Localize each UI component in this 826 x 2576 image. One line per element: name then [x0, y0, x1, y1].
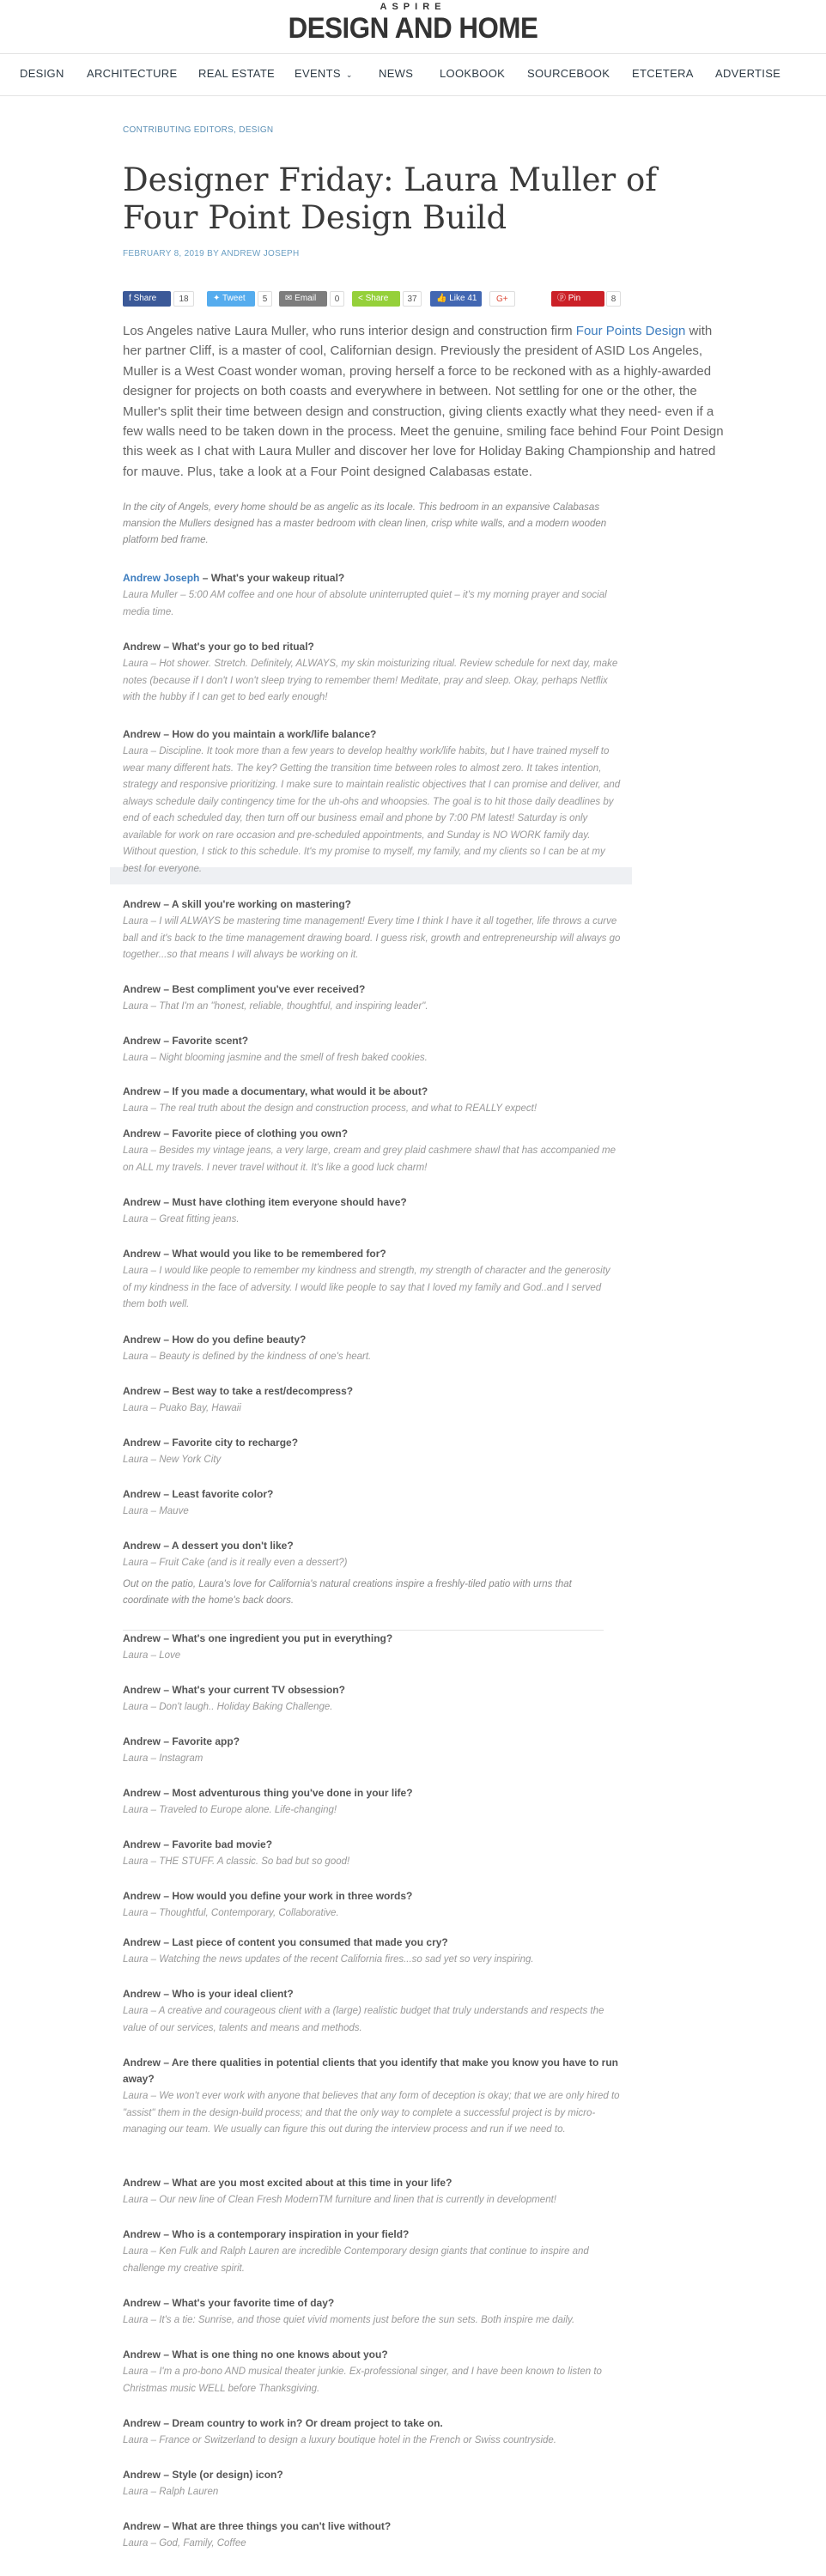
sharethis-button[interactable] — [352, 291, 400, 307]
qa-block — [123, 1246, 621, 1314]
nav-item-architecture[interactable]: ARCHITECTURE — [87, 67, 178, 80]
author-link[interactable]: Andrew Joseph — [123, 572, 200, 584]
qa-answer: Laura – Ken Fulk and Ralph Lauren are incredible Contemporary design giants that continue to inspire and challenge my creative spirit. — [123, 2246, 589, 2274]
qa-question: Andrew – What are you most excited about at this time in your life? — [123, 2177, 452, 2189]
nav-item-etcetera[interactable]: ETCETERA — [632, 67, 694, 80]
qa-answer: Laura – I would like people to remember my kindness and strength, my strength of character and the generosity of my kindness in the face of adversity. I would like people to say that I loved my family and God..and I served them both well. — [123, 1266, 610, 1309]
qa-question: Andrew – Dream country to work in? Or dream project to take on. — [123, 2417, 443, 2429]
qa-answer: Laura – The real truth about the design and construction process, and what to REALLY expect! — [123, 1103, 538, 1114]
qa-block — [123, 981, 621, 1016]
google-plus-button[interactable]: G+ — [489, 291, 515, 307]
qa-question: Andrew – What would you like to be remembered for? — [123, 1248, 386, 1260]
qa-answer: Laura – Thoughtful, Contemporary, Collaborative. — [123, 1908, 339, 1918]
intro-text-before: Los Angeles native Laura Muller, who runs interior design and construction firm — [123, 324, 576, 338]
qa-answer: Laura – THE STUFF. A classic. So bad but so good! — [123, 1856, 350, 1867]
qa-answer: Laura – Great fitting jeans. — [123, 1214, 240, 1224]
qa-question: Andrew – Favorite app? — [123, 1735, 240, 1747]
qa-answer: Laura – Puako Bay, Hawaii — [123, 1403, 241, 1413]
chevron-down-icon: ⌄ — [345, 70, 353, 79]
qa-question: Andrew – Favorite piece of clothing you own? — [123, 1127, 349, 1139]
logo-main-text: DESIGN AND HOME — [288, 12, 538, 45]
qa-answer: Laura – Our new line of Clean Fresh ModernTM furniture and linen that is currently in development! — [123, 2195, 556, 2205]
nav-item-real-estate[interactable]: REAL ESTATE — [198, 67, 276, 80]
four-points-design-link[interactable]: Four Points Design — [575, 324, 686, 338]
twitter-share-label: Tweet — [222, 294, 246, 303]
qa-question: Andrew – Best way to take a rest/decompress? — [123, 1385, 354, 1397]
qa-question: Andrew – Who is your ideal client? — [123, 1988, 294, 2000]
qa-question: Andrew – How do you define beauty? — [123, 1334, 307, 1346]
nav-item-advertise[interactable]: ADVERTISE — [715, 67, 781, 80]
qa-block — [123, 1837, 621, 1871]
qa-answer: Laura – God, Family, Coffee — [123, 2538, 246, 2549]
qa-question: Andrew – Favorite bad movie? — [123, 1838, 273, 1850]
twitter-share-count: 5 — [258, 291, 272, 307]
qa-question: Andrew – Must have clothing item everyone should have? — [123, 1196, 407, 1208]
qa-answer: Laura – I will ALWAYS be mastering time management! Every time I think I have it all together, life throws a curve ball and it's back to the time management drawing board. I guess risk, growth and entrepreneurship will always go together...so that means I will always be working on it. — [123, 916, 621, 960]
sharethis-label: Share — [365, 294, 389, 303]
qa-answer: Laura – A creative and courageous client with a (large) realistic budget that truly understands and respects the value of our services, talents and means and methods. — [123, 2006, 604, 2033]
qa-block — [123, 1194, 621, 1229]
envelope-icon: ✉ — [285, 294, 295, 303]
qa-question: Andrew – How would you define your work in three words? — [123, 1890, 413, 1902]
qa-block — [123, 639, 621, 707]
qa-block — [123, 1935, 621, 1969]
qa-block — [123, 1486, 621, 1521]
qa-question: Andrew – Favorite scent? — [123, 1035, 249, 1047]
qa-answer: Laura – That I'm an "honest, reliable, thoughtful, and inspiring leader". — [123, 1001, 428, 1012]
main-nav — [0, 53, 826, 96]
qa-block — [123, 2467, 621, 2501]
sharethis-count: 37 — [403, 291, 422, 307]
qa-block — [123, 2055, 621, 2139]
qa-answer: Laura – Besides my vintage jeans, a very large, cream and grey plaid cashmere shawl that has accompanied me on ALL my travels. I never travel without it. It's like a good luck charm! — [123, 1145, 616, 1173]
qa-answer: Laura – Mauve — [123, 1506, 189, 1516]
nav-item-events[interactable] — [295, 67, 353, 80]
qa-question: Andrew – If you made a documentary, what would it be about? — [123, 1085, 428, 1097]
nav-item-lookbook[interactable]: LOOKBOOK — [440, 67, 506, 80]
facebook-share-button[interactable] — [123, 291, 171, 307]
qa-question: Andrew – A skill you're working on mastering? — [123, 898, 352, 910]
qa-block — [123, 2415, 621, 2450]
pinterest-pin-count: 8 — [606, 291, 621, 307]
qa-question: Andrew – Best compliment you've ever received? — [123, 983, 366, 995]
qa-answer: Laura – We won't ever work with anyone that believes that any form of deception is okay; that we are only hired to "assist" them in the design-build process; and that the only way to complete a successful project is by micro-managing our team. We usually can figure this out during the interview process and run if we need to. — [123, 2091, 620, 2135]
page-title: Designer Friday: Laura Muller of Four Point Design Build — [123, 161, 657, 236]
qa-block — [123, 2227, 621, 2277]
image-caption-patio: Out on the patio, Laura's love for California's natural creations inspire a freshly-tiled patio with urns that coordinate with the home's back doors. — [123, 1579, 572, 1606]
intro-text-after: with her partner Cliff, is a master of cool, Californian design. Previously the president of ASID Los Angeles, Muller is a West Coast wonder woman, proving herself a force to be reckoned with as a highly-awarded designer for projects on both coasts and everywhere in between. Not settling for one or the other, the Muller's split their time between design and construction, giving clients exactly what they need- even if a few walls need to be taken down in the process. Meet the genuine, smiling face behind Four Point Design this week as I chat with Laura Muller and discover her love for Holiday Baking Championship and hatred for mauve. Plus, take a look at a Four Point designed Calabasas estate. — [123, 324, 724, 479]
qa-question: Andrew – Who is a contemporary inspiration in your field? — [123, 2228, 410, 2240]
qa-question: Andrew – Style (or design) icon? — [123, 2469, 283, 2481]
nav-item-events-label: EVENTS — [295, 67, 341, 80]
facebook-share-count: 18 — [173, 291, 194, 307]
qa-question: Andrew – A dessert you don't like? — [123, 1540, 294, 1552]
qa-answer: Laura – Traveled to Europe alone. Life-changing! — [123, 1805, 337, 1815]
qa-answer: Laura – Beauty is defined by the kindness of one's heart. — [123, 1352, 372, 1362]
qa-answer: Laura – Don't laugh.. Holiday Baking Challenge. — [123, 1702, 333, 1712]
qa-block — [123, 1383, 621, 1418]
post-byline: FEBRUARY 8, 2019 BY ANDREW JOSEPH — [123, 249, 300, 258]
qa-answer: Laura – Discipline. It took more than a few years to develop healthy work/life habits, but I have trained myself to wear many different hats. The key? Getting the transition time between roles to almost zero. It takes intention, strategy and responsive prioritizing. I make sure to maintain realistic objectives that I can promise and deliver, and always schedule daily contingency time for the uh-ohs and whoopsies. The goal is to hit those daily deadlines by end of each scheduled day, then turn off our business email and phone by 7:00 PM latest! Saturday is only available for work on rare occasion and pre-scheduled appointments, and Sunday is NO WORK family day. Without question, I stick to this schedule. It's my promise to myself, my family, and my clients so I can be at my best for everyone. — [123, 746, 621, 874]
qa-answer: Laura – It's a tie: Sunrise, and those quiet vivid moments just before the sun sets. Both inspire me daily. — [123, 2315, 575, 2325]
facebook-like-label: Like 41 — [449, 294, 477, 303]
qa-block — [123, 896, 621, 964]
qa-answer: Laura – Instagram — [123, 1753, 203, 1764]
qa-answer: Laura – New York City — [123, 1455, 222, 1465]
qa-block — [123, 1888, 621, 1923]
qa-block — [123, 2518, 621, 2553]
qa-answer: Laura Muller – 5:00 AM coffee and one hour of absolute uninterrupted quiet – it's my morning prayer and social media time. — [123, 590, 607, 617]
qa-block — [123, 1986, 621, 2037]
qa-answer: Laura – Hot shower. Stretch. Definitely, ALWAYS, my skin moisturizing ritual. Review schedule for next day, make notes (because if I don't I won't sleep trying to remember them! Meditate, pray and sleep. Okay, perhaps Netflix with the hubby if I can get to bed early enough! — [123, 659, 618, 702]
qa-question: Andrew – Last piece of content you consumed that made you cry? — [123, 1936, 448, 1948]
qa-answer: Laura – Ralph Lauren — [123, 2487, 219, 2497]
qa-question: Andrew – What is one thing no one knows about you? — [123, 2348, 388, 2360]
qa-question: Andrew – What's your favorite time of day? — [123, 2297, 335, 2309]
twitter-share-button[interactable] — [207, 291, 255, 307]
qa-question: Andrew – Most adventurous thing you've done in your life? — [123, 1787, 413, 1799]
qa-question: Andrew – What's your go to bed ritual? — [123, 641, 314, 653]
qa-block — [123, 1785, 621, 1820]
pinterest-pin-button[interactable] — [551, 291, 604, 307]
nav-item-design[interactable]: DESIGN — [20, 67, 64, 80]
qa-question: Andrew – Are there qualities in potential clients that you identify that make you know you have to run away? — [123, 2057, 618, 2085]
qa-block — [123, 2347, 621, 2397]
qa-question-text: – What's your wakeup ritual? — [199, 572, 345, 584]
email-share-count: 0 — [330, 291, 344, 307]
qa-block — [123, 1631, 621, 1665]
qa-question — [123, 570, 621, 586]
facebook-like-button[interactable] — [430, 291, 482, 307]
qa-block — [123, 570, 621, 621]
nav-item-news[interactable]: NEWS — [379, 67, 414, 80]
logo-top-text: ASPIRE — [380, 2, 446, 12]
qa-block — [123, 726, 621, 878]
facebook-share-label: Share — [133, 294, 157, 303]
qa-answer: Laura – Night blooming jasmine and the smell of fresh baked cookies. — [123, 1053, 428, 1063]
nav-item-sourcebook[interactable]: SOURCEBOOK — [527, 67, 610, 80]
article-intro — [123, 321, 724, 482]
qa-block — [123, 1033, 621, 1067]
email-share-button[interactable] — [279, 291, 327, 307]
facebook-icon: f — [129, 294, 134, 303]
post-categories[interactable]: CONTRIBUTING EDITORS, DESIGN — [123, 125, 274, 135]
qa-block — [123, 1682, 621, 1716]
qa-block — [123, 1332, 621, 1366]
qa-block — [123, 1084, 621, 1118]
image-caption-bedroom: In the city of Angels, every home should be as angelic as its locale. This bedroom in an expansive Calabasas mansion the Mullers designed has a master bedroom with clean linen, crisp white walls, and a modern wooden platform bed frame. — [123, 502, 607, 545]
thumbs-up-icon: 👍 — [436, 294, 450, 303]
qa-question: Andrew – What's your current TV obsession? — [123, 1684, 345, 1696]
site-logo[interactable] — [0, 2, 826, 45]
share-icon: < — [358, 294, 366, 303]
email-share-label: Email — [295, 294, 317, 303]
twitter-icon: ✦ — [213, 294, 222, 303]
qa-block — [123, 1538, 621, 1572]
qa-question: Andrew – How do you maintain a work/life balance? — [123, 728, 377, 740]
qa-question: Andrew – Favorite city to recharge? — [123, 1437, 299, 1449]
qa-answer: Laura – I'm a pro-bono AND musical theater junkie. Ex-professional singer, and I have been known to listen to Christmas music WELL before Thanksgiving. — [123, 2366, 602, 2394]
qa-answer: Laura – Watching the news updates of the recent California fires...so sad yet so very inspiring. — [123, 1954, 534, 1965]
pinterest-pin-label: Pin — [568, 294, 581, 303]
qa-block — [123, 1734, 621, 1768]
qa-block — [123, 1126, 621, 1176]
qa-question: Andrew – Least favorite color? — [123, 1488, 274, 1500]
qa-block — [123, 2295, 621, 2330]
qa-block — [123, 2175, 621, 2209]
qa-answer: Laura – Fruit Cake (and is it really even a dessert?) — [123, 1558, 348, 1568]
qa-question: Andrew – What's one ingredient you put in everything? — [123, 1632, 393, 1644]
qa-question: Andrew – What are three things you can't live without? — [123, 2520, 392, 2532]
qa-answer: Laura – Love — [123, 1650, 181, 1661]
pinterest-icon: ⓟ — [557, 294, 568, 303]
qa-block — [123, 1435, 621, 1469]
qa-answer: Laura – France or Switzerland to design a luxury boutique hotel in the French or Swiss countryside. — [123, 2435, 556, 2445]
